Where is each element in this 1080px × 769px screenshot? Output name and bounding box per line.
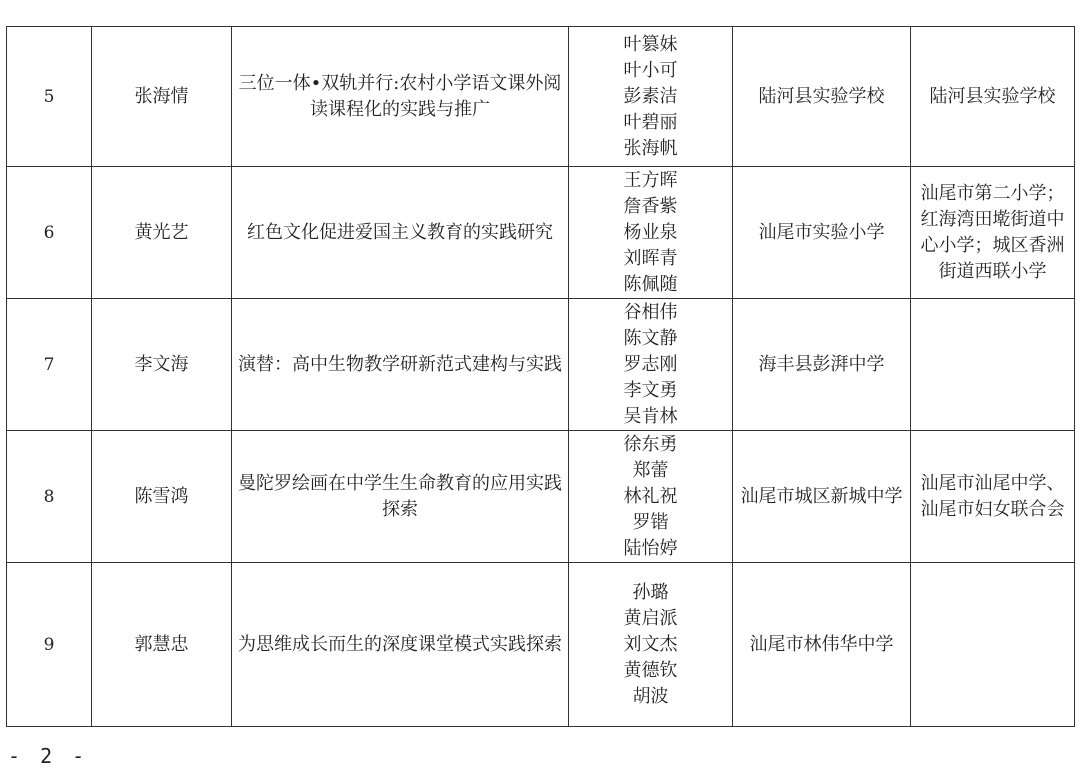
- partner-unit: [911, 563, 1075, 727]
- partner-unit: 陆河县实验学校: [911, 27, 1075, 167]
- team-member: 吴肯林: [623, 405, 678, 427]
- project-leader: 郭慧忠: [92, 563, 232, 727]
- team-member: 叶小可: [623, 59, 678, 81]
- table-row: [7, 299, 1075, 431]
- row-number: 6: [7, 167, 92, 299]
- team-member: 陈佩随: [623, 273, 678, 295]
- row-number: 5: [7, 27, 92, 167]
- team-member: 王方晖: [623, 169, 678, 191]
- team-member: 李文勇: [623, 379, 678, 401]
- project-leader: 李文海: [92, 299, 232, 431]
- project-title: 三位一体•双轨并行:农村小学语文课外阅读课程化的实践与推广: [232, 27, 569, 167]
- row-number: 8: [7, 431, 92, 563]
- team-members: [569, 431, 733, 563]
- row-number: 9: [7, 563, 92, 727]
- project-title: 演替：高中生物教学研新范式建构与实践: [232, 299, 569, 431]
- team-member: 黄德钦: [623, 659, 678, 681]
- table-row: [7, 27, 1075, 167]
- team-member: 陆怡婷: [623, 537, 678, 559]
- page-number: - 2 -: [8, 744, 89, 768]
- table-row: [7, 431, 1075, 563]
- project-table-body: [7, 27, 1075, 727]
- team-member: 叶篡妹: [623, 33, 678, 55]
- team-member: 林礼祝: [623, 485, 678, 507]
- team-member: 胡波: [632, 685, 669, 707]
- partner-unit: 汕尾市汕尾中学、汕尾市妇女联合会: [911, 431, 1075, 563]
- team-members: [569, 563, 733, 727]
- partner-unit: 汕尾市第二小学；红海湾田墘街道中心小学；城区香洲街道西联小学: [911, 167, 1075, 299]
- project-title: 红色文化促进爱国主义教育的实践研究: [232, 167, 569, 299]
- team-member: 郑蕾: [632, 459, 669, 481]
- host-unit: 汕尾市实验小学: [733, 167, 911, 299]
- table-row: [7, 563, 1075, 727]
- team-member: 彭素洁: [623, 85, 678, 107]
- team-members: [569, 299, 733, 431]
- project-title: 曼陀罗绘画在中学生生命教育的应用实践探索: [232, 431, 569, 563]
- team-member: 叶碧丽: [623, 111, 678, 133]
- host-unit: 汕尾市城区新城中学: [733, 431, 911, 563]
- host-unit: 海丰县彭湃中学: [733, 299, 911, 431]
- team-member: 罗锴: [632, 511, 669, 533]
- team-member: 刘晖青: [623, 247, 678, 269]
- team-member: 陈文静: [623, 327, 678, 349]
- team-members: [569, 27, 733, 167]
- team-member: 杨业泉: [623, 221, 678, 243]
- team-member: 谷相伟: [623, 301, 678, 323]
- project-leader: 陈雪鸿: [92, 431, 232, 563]
- project-table: [6, 26, 1075, 727]
- team-member: 张海帆: [623, 137, 678, 159]
- team-member: 孙璐: [632, 581, 669, 603]
- host-unit: 汕尾市林伟华中学: [733, 563, 911, 727]
- project-leader: 黄光艺: [92, 167, 232, 299]
- row-number: 7: [7, 299, 92, 431]
- host-unit: 陆河县实验学校: [733, 27, 911, 167]
- team-members: [569, 167, 733, 299]
- table-row: [7, 167, 1075, 299]
- project-leader: 张海情: [92, 27, 232, 167]
- partner-unit: [911, 299, 1075, 431]
- team-member: 黄启派: [623, 607, 678, 629]
- team-member: 詹香紫: [623, 195, 678, 217]
- team-member: 罗志刚: [623, 353, 678, 375]
- team-member: 刘文杰: [623, 633, 678, 655]
- project-title: 为思维成长而生的深度课堂模式实践探索: [232, 563, 569, 727]
- team-member: 徐东勇: [623, 433, 678, 455]
